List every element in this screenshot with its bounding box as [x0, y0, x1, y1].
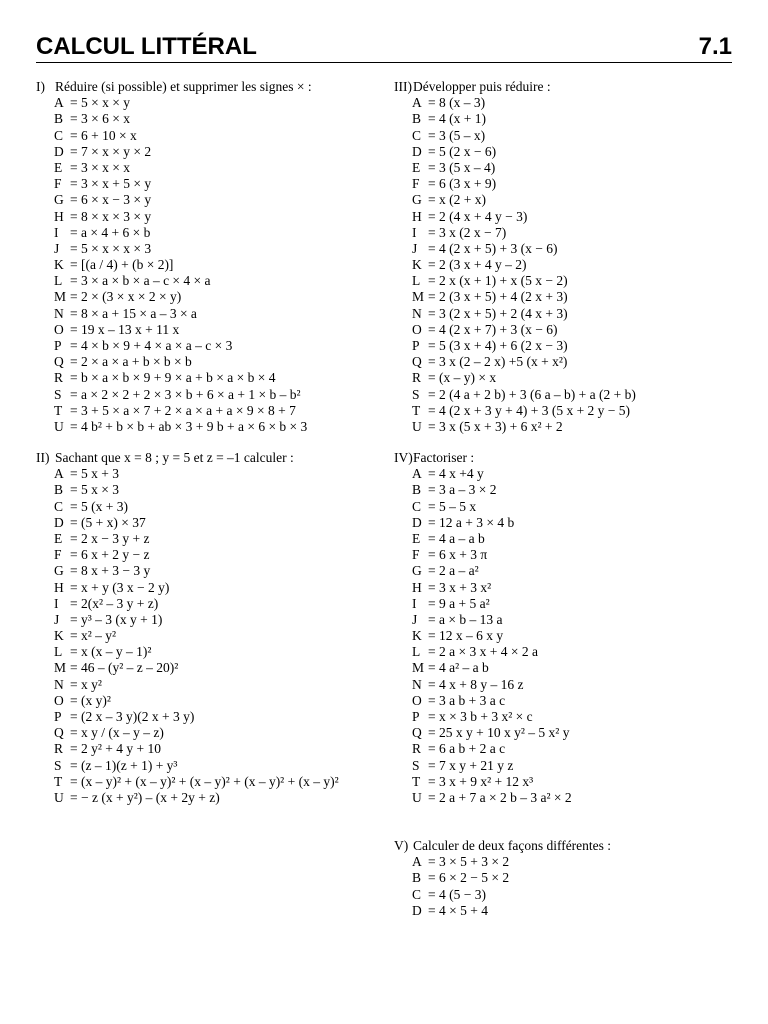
item-expression: = 2 (4 x + 4 y − 3): [428, 208, 528, 224]
exercise-item: [36, 644, 339, 660]
item-expression: = 3 x + 9 x² + 12 x³: [428, 773, 534, 789]
item-expression: = 5 – 5 x: [428, 498, 477, 514]
item-label: E: [412, 159, 421, 175]
exercise-item: [394, 515, 572, 531]
exercise-item: [36, 322, 312, 338]
item-expression: = 2 y² + 4 y + 10: [70, 741, 162, 757]
exercise-item: [36, 725, 339, 741]
item-expression: = 4 (2 x + 5) + 3 (x − 6): [428, 240, 558, 256]
item-expression: = 5 (3 x + 4) + 6 (2 x − 3): [428, 338, 568, 353]
item-label: E: [54, 530, 63, 546]
item-label: U: [412, 418, 422, 434]
exercise-item: [394, 903, 611, 919]
item-expression: = a × b – 13 a: [428, 611, 503, 627]
item-label: I: [54, 595, 59, 611]
item-expression: = 8 (x – 3): [428, 95, 486, 111]
exercise-item: [394, 192, 636, 208]
item-expression: = 5 (2 x − 6): [428, 143, 497, 159]
item-label: U: [54, 418, 64, 434]
exercise-item: [36, 499, 339, 515]
item-label: U: [54, 789, 64, 805]
exercise-item: [394, 466, 572, 482]
exercise-item: [36, 241, 312, 257]
item-expression: = 2 a × 3 x + 4 × 2 a: [428, 644, 538, 660]
item-expression: = 2 × (3 × x × 2 × y): [70, 289, 182, 305]
item-expression: = (x – y) × x: [428, 370, 497, 386]
exercise-item: [36, 515, 339, 531]
item-label: Q: [54, 725, 64, 741]
item-expression: = 4 x + 8 y – 16 z: [428, 676, 524, 692]
item-expression: = 3 a b + 3 a c: [428, 692, 506, 708]
item-label: M: [412, 289, 425, 305]
exercise-item: [394, 709, 572, 725]
item-label: D: [412, 143, 422, 159]
exercise-item: [394, 693, 572, 709]
exercise-item: [394, 482, 572, 498]
item-label: C: [54, 127, 64, 143]
item-expression: = x (2 + x): [428, 192, 486, 208]
exercise-item: [36, 531, 339, 547]
item-expression: = 4 a² – a b: [428, 660, 489, 676]
item-expression: = [(a / 4) + (b × 2)]: [70, 257, 174, 273]
section-instruction: Réduire (si possible) et supprimer les signes × :: [55, 79, 312, 94]
item-label: F: [54, 547, 62, 563]
item-expression: = 6 x + 2 y − z: [70, 547, 150, 563]
item-expression: = (x – y)² + (x – y)² + (x – y)² + (x – y)² + (x – y)²: [70, 773, 339, 789]
exercise-item: [36, 370, 312, 386]
item-label: S: [412, 386, 420, 402]
item-expression: = 3 × 6 × x: [70, 111, 130, 127]
section-instruction: Développer puis réduire :: [413, 79, 551, 94]
item-label: T: [54, 402, 63, 418]
item-label: G: [54, 563, 64, 579]
item-label: K: [54, 628, 64, 644]
exercise-item: [394, 419, 636, 435]
item-expression: = 8 × a + 15 × a – 3 × a: [70, 305, 197, 321]
item-expression: = 2 (4 a + 2 b) + 3 (6 a – b) + a (2 + b): [428, 386, 636, 402]
item-label: J: [412, 240, 418, 256]
item-expression: = 3 x (5 x + 3) + 6 x² + 2: [428, 418, 563, 434]
item-expression: = 2 × a × a + b × b × b: [70, 354, 192, 370]
item-label: E: [54, 159, 63, 175]
item-expression: = x² – y²: [70, 628, 117, 644]
item-label: M: [412, 660, 425, 676]
item-expression: = 3 x + 3 x²: [428, 579, 492, 595]
exercise-item: [36, 419, 312, 435]
item-expression: = 7 × x × y × 2: [70, 143, 152, 159]
item-label: D: [412, 902, 422, 918]
item-expression: = x (x – y – 1)²: [70, 644, 152, 660]
item-expression: = 3 (5 x – 4): [428, 159, 496, 175]
item-expression: = x y²: [70, 676, 102, 692]
item-label: G: [412, 192, 422, 208]
item-expression: = 3 × x × x: [70, 159, 130, 175]
exercise-item: [394, 241, 636, 257]
item-label: I: [412, 595, 417, 611]
item-label: A: [54, 466, 64, 482]
item-label: P: [54, 338, 62, 353]
item-expression: = 9 a + 5 a²: [428, 595, 490, 611]
item-label: R: [412, 370, 422, 386]
item-expression: = 6 + 10 × x: [70, 127, 137, 143]
item-label: E: [412, 530, 421, 546]
item-expression: = 19 x – 13 x + 11 x: [70, 321, 180, 337]
exercise-item: [394, 758, 572, 774]
item-label: N: [54, 676, 64, 692]
exercise-item: [394, 563, 572, 579]
section-instruction: Sachant que x = 8 ; y = 5 et z = –1 calculer :: [55, 450, 294, 465]
item-label: L: [54, 644, 63, 660]
item-label: L: [412, 644, 421, 660]
item-expression: = 4 (2 x + 7) + 3 (x − 6): [428, 321, 558, 337]
item-expression: = 5 x + 3: [70, 466, 119, 482]
exercise-item: [36, 790, 339, 806]
item-expression: = 2 (3 x + 5) + 4 (2 x + 3): [428, 289, 568, 305]
exercise-item: [36, 257, 312, 273]
item-expression: = 4 x +4 y: [428, 466, 484, 482]
section-instruction: Factoriser :: [413, 450, 475, 465]
item-expression: = (x y)²: [70, 692, 111, 708]
exercise-item: [394, 790, 572, 806]
item-expression: = 3 a – 3 × 2: [428, 482, 497, 498]
exercise-item: [394, 306, 636, 322]
section-number: III): [394, 79, 412, 94]
section-number: IV): [394, 450, 413, 465]
exercise-item: [394, 338, 636, 354]
item-expression: = 3 x (2 x − 7): [428, 224, 507, 240]
item-label: Q: [412, 725, 422, 741]
item-label: O: [412, 692, 422, 708]
section-number: I): [36, 79, 45, 94]
item-expression: = a × 2 × 2 + 2 × 3 × b + 6 × a + 1 × b – b²: [70, 386, 301, 402]
section-instruction: Calculer de deux façons différentes :: [413, 838, 612, 853]
exercise-item: [36, 160, 312, 176]
exercise-item: [36, 95, 312, 111]
item-expression: = 2 x − 3 y + z: [70, 530, 150, 546]
exercise-item: [394, 403, 636, 419]
item-label: C: [54, 498, 64, 514]
exercise-item: [36, 580, 339, 596]
item-label: J: [54, 240, 60, 256]
item-expression: = 8 × x × 3 × y: [70, 208, 152, 224]
item-label: S: [54, 386, 62, 402]
item-expression: = 8 x + 3 − 3 y: [70, 563, 151, 579]
section-expand: [394, 79, 636, 435]
item-expression: = 5 × x × y: [70, 95, 130, 111]
exercise-item: [394, 741, 572, 757]
item-expression: = 12 x – 6 x y: [428, 628, 504, 644]
exercise-item: [36, 677, 339, 693]
item-label: D: [54, 143, 64, 159]
exercise-item: [36, 774, 339, 790]
item-label: K: [412, 628, 422, 644]
item-label: N: [412, 676, 422, 692]
item-expression: = 4 (x + 1): [428, 111, 486, 127]
item-label: I: [412, 224, 417, 240]
item-expression: = 4 b² + b × b + ab × 3 + 9 b + a × 6 × b × 3: [70, 418, 308, 434]
exercise-item: [394, 176, 636, 192]
exercise-item: [36, 144, 312, 160]
section-title: [394, 838, 611, 854]
exercise-item: [394, 111, 636, 127]
item-label: R: [54, 741, 64, 757]
item-expression: = (z – 1)(z + 1) + y³: [70, 757, 178, 773]
item-expression: = 5 (x + 3): [70, 498, 128, 514]
item-expression: = y³ – 3 (x y + 1): [70, 611, 163, 627]
exercise-item: [36, 403, 312, 419]
item-label: K: [54, 257, 64, 273]
item-label: K: [412, 257, 422, 273]
page-header: [36, 33, 732, 63]
item-expression: = 6 (3 x + 9): [428, 176, 497, 192]
item-label: S: [412, 757, 420, 773]
section-title: [394, 450, 572, 466]
item-expression: = (5 + x) × 37: [70, 514, 146, 530]
item-expression: = 2 a – a²: [428, 563, 479, 579]
exercise-item: [36, 209, 312, 225]
exercise-item: [394, 547, 572, 563]
exercise-item: [394, 95, 636, 111]
exercise-item: [394, 887, 611, 903]
item-expression: = 4 × b × 9 + 4 × a × a – c × 3: [70, 338, 233, 353]
item-label: Q: [412, 354, 422, 370]
item-label: B: [412, 482, 422, 498]
item-label: P: [54, 709, 62, 724]
item-label: T: [412, 773, 421, 789]
item-label: G: [54, 192, 64, 208]
item-label: L: [54, 273, 63, 289]
exercise-item: [394, 580, 572, 596]
exercise-item: [36, 547, 339, 563]
item-label: H: [412, 208, 422, 224]
section-title: [36, 450, 339, 466]
item-label: B: [54, 482, 64, 498]
section-factorize: [394, 450, 572, 806]
exercise-item: [394, 677, 572, 693]
exercise-item: [36, 628, 339, 644]
section-title: [394, 79, 636, 95]
item-expression: = 2 x (x + 1) + x (5 x − 2): [428, 273, 568, 289]
exercise-item: [394, 370, 636, 386]
item-label: C: [412, 127, 422, 143]
item-label: Q: [54, 354, 64, 370]
exercise-item: [394, 144, 636, 160]
exercise-item: [36, 338, 312, 354]
exercise-item: [394, 628, 572, 644]
item-label: J: [54, 611, 60, 627]
item-label: B: [54, 111, 64, 127]
exercise-item: [36, 225, 312, 241]
item-label: A: [412, 95, 422, 111]
exercise-item: [36, 387, 312, 403]
item-expression: = 4 (2 x + 3 y + 4) + 3 (5 x + 2 y − 5): [428, 402, 631, 418]
exercise-item: [394, 387, 636, 403]
item-expression: = 46 – (y² – z – 20)²: [70, 660, 179, 676]
item-expression: = 6 × x − 3 × y: [70, 192, 152, 208]
exercise-item: [36, 741, 339, 757]
exercise-item: [36, 660, 339, 676]
item-label: O: [412, 321, 422, 337]
page-number: 7.1: [698, 33, 732, 60]
item-label: R: [54, 370, 64, 386]
exercise-item: [394, 128, 636, 144]
item-label: B: [412, 870, 422, 886]
item-label: N: [412, 305, 422, 321]
item-expression: = a × 4 + 6 × b: [70, 224, 151, 240]
item-label: B: [412, 111, 422, 127]
exercise-item: [394, 225, 636, 241]
section-title: [36, 79, 312, 95]
exercise-item: [394, 273, 636, 289]
item-label: M: [54, 289, 67, 305]
item-expression: = 25 x y + 10 x y² – 5 x² y: [428, 725, 570, 741]
exercise-item: [394, 774, 572, 790]
item-label: H: [54, 208, 64, 224]
exercise-item: [36, 758, 339, 774]
exercise-item: [36, 192, 312, 208]
item-label: P: [412, 709, 420, 724]
item-expression: = 4 (5 − 3): [428, 886, 486, 902]
exercise-item: [36, 289, 312, 305]
item-expression: = 6 x + 3 π: [428, 547, 488, 563]
exercise-item: [394, 660, 572, 676]
item-label: F: [54, 176, 62, 192]
item-label: F: [412, 176, 420, 192]
exercise-item: [394, 612, 572, 628]
exercise-item: [36, 354, 312, 370]
exercise-item: [394, 257, 636, 273]
exercise-item: [36, 482, 339, 498]
item-expression: = 2(x² – 3 y + z): [70, 595, 159, 611]
item-label: H: [54, 579, 64, 595]
item-expression: = 6 a b + 2 a c: [428, 741, 506, 757]
exercise-item: [36, 128, 312, 144]
exercise-item: [394, 854, 611, 870]
exercise-item: [36, 176, 312, 192]
item-expression: = 3 (5 – x): [428, 127, 486, 143]
item-expression: = x × 3 b + 3 x² × c: [428, 709, 533, 724]
exercise-item: [394, 160, 636, 176]
item-label: P: [412, 338, 420, 353]
section-number: II): [36, 450, 50, 465]
item-expression: = 3 (2 x + 5) + 2 (4 x + 3): [428, 305, 568, 321]
exercise-item: [394, 499, 572, 515]
item-label: L: [412, 273, 421, 289]
section-number: V): [394, 838, 409, 853]
exercise-item: [36, 709, 339, 725]
item-label: S: [54, 757, 62, 773]
item-expression: = 3 × x + 5 × y: [70, 176, 152, 192]
item-expression: = 7 x y + 21 y z: [428, 757, 514, 773]
exercise-item: [394, 725, 572, 741]
exercise-item: [394, 209, 636, 225]
item-label: C: [412, 498, 422, 514]
exercise-item: [394, 644, 572, 660]
item-label: D: [412, 514, 422, 530]
item-label: I: [54, 224, 59, 240]
item-label: D: [54, 514, 64, 530]
exercise-item: [36, 466, 339, 482]
exercise-item: [394, 596, 572, 612]
item-expression: = 5 × x × x × 3: [70, 240, 152, 256]
section-evaluate: [36, 450, 339, 806]
item-label: R: [412, 741, 422, 757]
item-label: N: [54, 305, 64, 321]
item-label: G: [412, 563, 422, 579]
item-expression: = 5 x × 3: [70, 482, 119, 498]
exercise-item: [36, 693, 339, 709]
item-expression: = (2 x – 3 y)(2 x + 3 y): [70, 709, 195, 724]
exercise-item: [394, 322, 636, 338]
item-label: C: [412, 886, 422, 902]
section-reduce: [36, 79, 312, 435]
item-label: A: [412, 854, 422, 870]
item-label: H: [412, 579, 422, 595]
item-expression: = 3 × a × b × a – c × 4 × a: [70, 273, 211, 289]
item-expression: = 4 a – a b: [428, 530, 485, 546]
exercise-item: [394, 354, 636, 370]
item-expression: = 2 a + 7 a × 2 b – 3 a² × 2: [428, 789, 572, 805]
item-label: O: [54, 321, 64, 337]
item-expression: = x y / (x – y – z): [70, 725, 164, 741]
item-label: T: [54, 773, 63, 789]
item-expression: = − z (x + y²) – (x + 2y + z): [70, 789, 220, 805]
exercise-item: [36, 273, 312, 289]
item-expression: = 6 × 2 − 5 × 2: [428, 870, 510, 886]
item-label: M: [54, 660, 67, 676]
page-title: CALCUL LITTÉRAL: [36, 33, 257, 60]
item-expression: = 3 × 5 + 3 × 2: [428, 854, 510, 870]
exercise-item: [394, 870, 611, 886]
item-expression: = 3 x (2 – 2 x) +5 (x + x²): [428, 354, 568, 370]
item-label: F: [412, 547, 420, 563]
item-label: J: [412, 611, 418, 627]
exercise-item: [36, 111, 312, 127]
exercise-item: [36, 563, 339, 579]
item-label: U: [412, 789, 422, 805]
exercise-item: [394, 531, 572, 547]
item-label: A: [54, 95, 64, 111]
item-label: T: [412, 402, 421, 418]
exercise-item: [394, 289, 636, 305]
item-expression: = 4 × 5 + 4: [428, 902, 488, 918]
exercise-item: [36, 306, 312, 322]
item-expression: = 2 (3 x + 4 y – 2): [428, 257, 527, 273]
item-label: O: [54, 692, 64, 708]
section-compute-two-ways: [394, 838, 611, 919]
item-label: A: [412, 466, 422, 482]
item-expression: = b × a × b × 9 + 9 × a + b × a × b × 4: [70, 370, 276, 386]
exercise-item: [36, 612, 339, 628]
item-expression: = x + y (3 x − 2 y): [70, 579, 170, 595]
exercise-item: [36, 596, 339, 612]
item-expression: = 3 + 5 × a × 7 + 2 × a × a + a × 9 × 8 + 7: [70, 402, 296, 418]
item-expression: = 12 a + 3 × 4 b: [428, 514, 515, 530]
